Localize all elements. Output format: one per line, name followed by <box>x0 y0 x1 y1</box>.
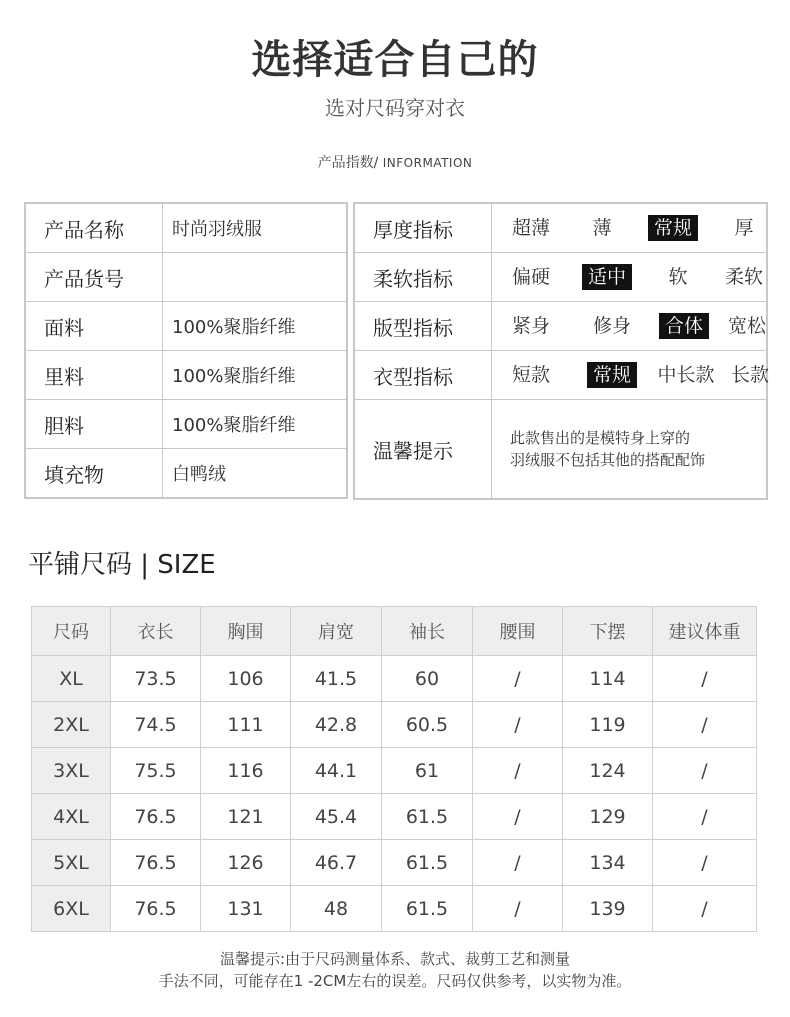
index-option: 短款 <box>511 364 551 386</box>
size-value-cell: 131 <box>201 886 291 932</box>
size-value-cell: 76.5 <box>111 840 201 886</box>
index-option: 软 <box>668 266 688 288</box>
info-heading-cn: 产品指数/ <box>317 155 379 171</box>
product-value: 100%聚脂纤维 <box>163 351 348 400</box>
index-options <box>492 253 768 302</box>
size-label-cell: 6XL <box>32 886 111 932</box>
size-value-cell: 129 <box>563 794 653 840</box>
size-row <box>32 702 757 748</box>
index-option: 宽松 <box>727 315 767 337</box>
product-row <box>25 400 347 449</box>
index-option: 偏硬 <box>511 266 551 288</box>
size-label-cell: 2XL <box>32 702 111 748</box>
index-option: 薄 <box>592 217 612 239</box>
product-row <box>25 351 347 400</box>
size-value-cell: / <box>653 656 757 702</box>
index-options <box>492 302 768 351</box>
index-option: 合体 <box>659 313 709 339</box>
index-row-fit <box>354 302 767 351</box>
index-option: 常规 <box>587 362 637 388</box>
size-label-cell: 3XL <box>32 748 111 794</box>
size-value-cell: / <box>473 794 563 840</box>
tip-line-1: 此款售出的是模特身上穿的 <box>510 429 691 447</box>
size-value-cell: 48 <box>291 886 382 932</box>
product-value: 时尚羽绒服 <box>163 203 348 253</box>
size-value-cell: 114 <box>563 656 653 702</box>
index-row-length <box>354 351 767 400</box>
size-value-cell: 116 <box>201 748 291 794</box>
size-value-cell: 61 <box>382 748 473 794</box>
index-label: 版型指标 <box>354 302 492 351</box>
index-label: 厚度指标 <box>354 203 492 253</box>
size-header-cell: 肩宽 <box>291 607 382 656</box>
footnote-line-1: 温馨提示:由于尺码测量体系、款式、裁剪工艺和测量 <box>219 950 571 968</box>
size-value-cell: 124 <box>563 748 653 794</box>
size-value-cell: 61.5 <box>382 794 473 840</box>
size-row <box>32 794 757 840</box>
size-header-cell: 胸围 <box>201 607 291 656</box>
size-header-cell: 衣长 <box>111 607 201 656</box>
product-row <box>25 203 347 253</box>
size-header-cell: 下摆 <box>563 607 653 656</box>
size-value-cell: / <box>473 748 563 794</box>
size-value-cell: / <box>653 886 757 932</box>
index-row-tip <box>354 400 767 500</box>
size-header-row <box>32 607 757 656</box>
size-value-cell: 121 <box>201 794 291 840</box>
index-option: 厚 <box>734 217 754 239</box>
size-value-cell: / <box>473 656 563 702</box>
index-option: 长款 <box>730 364 770 386</box>
index-option: 紧身 <box>511 315 551 337</box>
size-header-cell: 建议体重 <box>653 607 757 656</box>
index-option: 常规 <box>648 215 698 241</box>
page-title: 选择适合自己的 <box>251 37 539 83</box>
size-header-cell: 袖长 <box>382 607 473 656</box>
product-key: 产品货号 <box>25 253 163 302</box>
product-key: 产品名称 <box>25 203 163 253</box>
size-value-cell: 46.7 <box>291 840 382 886</box>
size-value-cell: / <box>473 840 563 886</box>
tip-content <box>492 400 768 500</box>
size-value-cell: 60.5 <box>382 702 473 748</box>
size-value-cell: 76.5 <box>111 886 201 932</box>
product-info-table <box>24 202 348 499</box>
size-value-cell: 44.1 <box>291 748 382 794</box>
size-label-cell: 5XL <box>32 840 111 886</box>
size-value-cell: 75.5 <box>111 748 201 794</box>
size-label-cell: XL <box>32 656 111 702</box>
size-value-cell: 134 <box>563 840 653 886</box>
footnote <box>0 948 790 992</box>
product-key: 里料 <box>25 351 163 400</box>
product-key: 填充物 <box>25 449 163 499</box>
size-value-cell: / <box>653 702 757 748</box>
index-option: 柔软 <box>724 266 764 288</box>
size-value-cell: 139 <box>563 886 653 932</box>
size-value-cell: / <box>653 794 757 840</box>
size-value-cell: / <box>473 886 563 932</box>
size-value-cell: 111 <box>201 702 291 748</box>
size-value-cell: 41.5 <box>291 656 382 702</box>
size-table-body <box>32 656 757 932</box>
size-row <box>32 748 757 794</box>
size-header-cell: 尺码 <box>32 607 111 656</box>
index-option: 中长款 <box>657 364 715 386</box>
size-value-cell: 42.8 <box>291 702 382 748</box>
product-value: 100%聚脂纤维 <box>163 302 348 351</box>
index-options <box>492 351 768 400</box>
page-subtitle: 选对尺码穿对衣 <box>325 96 465 120</box>
index-option: 修身 <box>592 315 632 337</box>
product-value: 100%聚脂纤维 <box>163 400 348 449</box>
index-option: 适中 <box>582 264 632 290</box>
size-section-title: 平铺尺码 | SIZE <box>28 550 216 580</box>
index-option: 超薄 <box>511 217 551 239</box>
index-row-softness <box>354 253 767 302</box>
product-key: 胆料 <box>25 400 163 449</box>
product-row <box>25 302 347 351</box>
size-value-cell: 76.5 <box>111 794 201 840</box>
product-row <box>25 449 347 499</box>
index-label: 柔软指标 <box>354 253 492 302</box>
size-value-cell: 61.5 <box>382 840 473 886</box>
size-value-cell: 74.5 <box>111 702 201 748</box>
product-index-table <box>353 202 768 500</box>
product-key: 面料 <box>25 302 163 351</box>
index-row-thickness <box>354 203 767 253</box>
tip-line-2: 羽绒服不包括其他的搭配配饰 <box>510 451 706 469</box>
size-value-cell: / <box>473 702 563 748</box>
info-heading <box>0 152 790 172</box>
info-heading-en: INFORMATION <box>382 156 473 170</box>
product-row <box>25 253 347 302</box>
footnote-line-2: 手法不同，可能存在1 -2CM左右的误差。尺码仅供参考，以实物为准。 <box>158 972 632 990</box>
size-row <box>32 656 757 702</box>
index-options <box>492 203 768 253</box>
size-row <box>32 840 757 886</box>
size-value-cell: / <box>653 840 757 886</box>
size-value-cell: 119 <box>563 702 653 748</box>
size-value-cell: 60 <box>382 656 473 702</box>
size-value-cell: 61.5 <box>382 886 473 932</box>
size-table <box>31 606 757 932</box>
size-value-cell: / <box>653 748 757 794</box>
size-value-cell: 106 <box>201 656 291 702</box>
size-header-cell: 腰围 <box>473 607 563 656</box>
size-label-cell: 4XL <box>32 794 111 840</box>
size-row <box>32 886 757 932</box>
index-label: 衣型指标 <box>354 351 492 400</box>
size-value-cell: 45.4 <box>291 794 382 840</box>
product-value: 白鸭绒 <box>163 449 348 499</box>
product-value <box>163 253 348 302</box>
size-value-cell: 126 <box>201 840 291 886</box>
tip-label: 温馨提示 <box>354 400 492 500</box>
size-value-cell: 73.5 <box>111 656 201 702</box>
